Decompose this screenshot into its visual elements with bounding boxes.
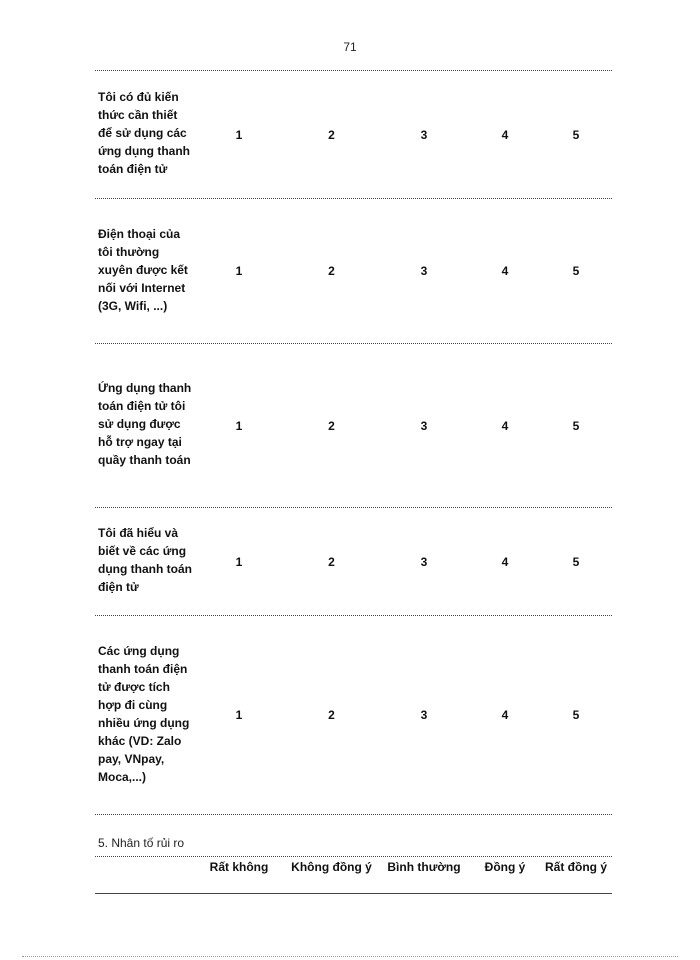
scale-header-3: Bình thường — [387, 860, 461, 874]
page-number: 71 — [343, 40, 357, 54]
scale-header-5: Rất đồng ý — [545, 860, 607, 874]
survey-table — [95, 70, 612, 815]
table-row — [95, 343, 612, 507]
table-row — [95, 198, 612, 343]
statement-text: Điện thoại của tôi thường xuyên được kết nối với Internet (3G, Wifi, ...) — [98, 226, 188, 313]
score-1: 1 — [235, 264, 243, 278]
score-3: 3 — [420, 418, 428, 433]
score-4: 4 — [501, 127, 509, 142]
score-5: 5 — [572, 264, 580, 278]
scale-header-2: Không đồng ý — [291, 860, 372, 874]
score-1: 1 — [235, 554, 243, 569]
score-3: 3 — [420, 554, 428, 569]
score-5: 5 — [572, 554, 580, 569]
score-2: 2 — [328, 708, 335, 722]
score-4: 4 — [501, 418, 509, 433]
table-row — [95, 507, 612, 615]
statement-text: Tôi đã hiểu và biết về các ứng dụng thanh toán điện tử — [98, 526, 192, 594]
scale-header-4: Đồng ý — [484, 860, 526, 874]
score-5: 5 — [572, 127, 580, 142]
score-2: 2 — [328, 264, 335, 278]
score-4: 4 — [501, 264, 509, 278]
score-2: 2 — [328, 554, 335, 569]
table-row — [95, 70, 612, 198]
score-5: 5 — [572, 708, 580, 722]
score-3: 3 — [420, 127, 428, 142]
score-4: 4 — [501, 554, 509, 569]
scale-header-1: Rất không — [209, 860, 269, 874]
section-title: 5. Nhân tố rủi ro — [98, 836, 185, 850]
statement-text: Ứng dụng thanh toán điện tử tôi sử dụng được hỗ trợ ngay tại quầy thanh toán — [98, 381, 192, 467]
scale-header-row — [95, 856, 612, 894]
table-row — [95, 615, 612, 815]
statement-text: Các ứng dụng thanh toán điện tử được tích hợp đi cùng nhiều ứng dụng khác (VD: Zalo pay, VNpay, Moca,...) — [98, 643, 190, 784]
score-3: 3 — [420, 708, 428, 722]
page-bottom-divider — [22, 956, 678, 957]
score-5: 5 — [572, 418, 580, 433]
statement-text: Tôi có đủ kiến thức cần thiết để sử dụng các ứng dụng thanh toán điện tử — [98, 90, 190, 176]
score-2: 2 — [328, 127, 335, 142]
score-4: 4 — [501, 708, 509, 722]
score-2: 2 — [328, 418, 335, 433]
score-1: 1 — [235, 708, 243, 722]
score-1: 1 — [235, 418, 243, 433]
header-blank-cell — [95, 857, 193, 893]
score-3: 3 — [420, 264, 428, 278]
score-1: 1 — [235, 127, 243, 142]
